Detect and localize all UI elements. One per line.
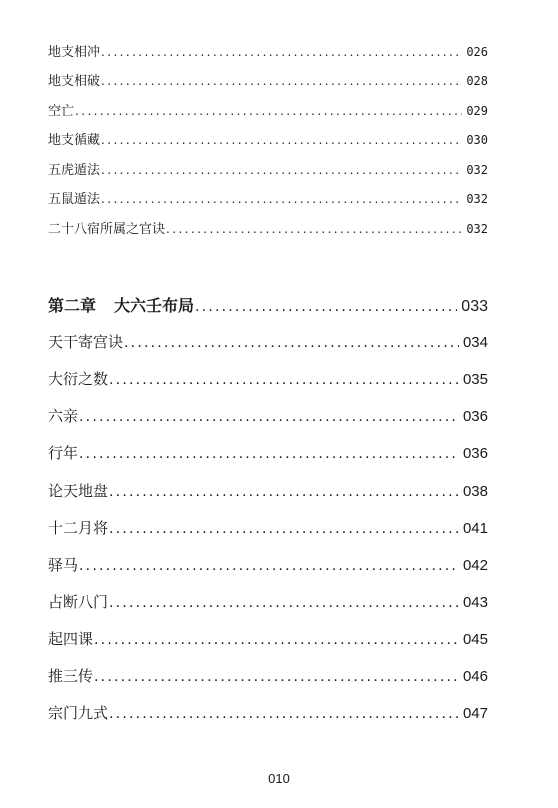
dot-leader — [109, 706, 459, 722]
chapter-heading[interactable] — [48, 293, 488, 316]
toc-entry[interactable] — [48, 480, 488, 501]
toc-entry-label: 地支循藏 — [48, 133, 101, 148]
toc-entry-page: 042 — [462, 557, 488, 574]
chapter-number: 第二章 — [48, 296, 97, 315]
toc-entry-page: 030 — [466, 133, 488, 147]
toc-entry[interactable] — [48, 41, 488, 60]
toc-entry[interactable] — [48, 442, 488, 463]
toc-entry-page: 032 — [466, 222, 488, 236]
toc-entry-page: 029 — [466, 104, 488, 118]
dot-leader — [101, 74, 462, 88]
toc-entry[interactable] — [48, 665, 488, 686]
toc-entry-label: 五鼠遁法 — [48, 192, 101, 207]
dot-leader — [94, 669, 459, 685]
dot-leader — [94, 632, 459, 648]
dot-leader — [79, 446, 459, 462]
toc-entry-label: 二十八宿所属之官诀 — [48, 222, 166, 237]
toc-entry[interactable] — [48, 702, 488, 723]
toc-entry-page: 043 — [462, 594, 488, 611]
toc-entry[interactable] — [48, 218, 488, 237]
dot-leader — [75, 104, 462, 118]
toc-entry[interactable] — [48, 159, 488, 178]
toc-entry-page: 028 — [466, 74, 488, 88]
toc-entry[interactable] — [48, 405, 488, 426]
dot-leader — [101, 192, 462, 206]
toc-entry[interactable] — [48, 188, 488, 207]
toc-entry-page: 046 — [462, 668, 488, 685]
toc-entry-label: 行年 — [48, 444, 79, 462]
toc-entry-page: 034 — [462, 334, 488, 351]
toc-entry-page: 032 — [466, 192, 488, 206]
dot-leader — [101, 163, 462, 177]
dot-leader — [124, 335, 459, 351]
chapter-title: 大六壬布局 — [114, 296, 195, 315]
toc-entry-page: 026 — [466, 45, 488, 59]
toc-entry[interactable] — [48, 517, 488, 538]
toc-entry[interactable] — [48, 331, 488, 352]
toc-entry[interactable] — [48, 628, 488, 649]
dot-leader — [101, 45, 462, 59]
toc-entry-page: 045 — [462, 631, 488, 648]
dot-leader — [101, 133, 462, 147]
toc-entry-label: 大衍之数 — [48, 370, 109, 388]
toc-entry[interactable] — [48, 368, 488, 389]
toc-entry-label: 起四课 — [48, 630, 94, 648]
toc-entry-label: 地支相破 — [48, 74, 101, 89]
toc-entry-label: 占断八门 — [48, 593, 109, 611]
toc-entry-page: 035 — [462, 371, 488, 388]
toc-entry[interactable] — [48, 100, 488, 119]
dot-leader — [109, 521, 459, 537]
toc-entry-page: 032 — [466, 163, 488, 177]
toc-entry-label: 六亲 — [48, 407, 79, 425]
toc-entry-label: 地支相冲 — [48, 45, 101, 60]
toc-entry-label: 驿马 — [48, 556, 79, 574]
toc-entry[interactable] — [48, 591, 488, 612]
dot-leader — [109, 484, 459, 500]
toc-entry-page: 038 — [462, 483, 488, 500]
dot-leader — [195, 299, 457, 315]
toc-entry-label: 推三传 — [48, 667, 94, 685]
toc-entry[interactable] — [48, 70, 488, 89]
toc-entry-page: 036 — [462, 445, 488, 462]
toc-entry-label: 宗门九式 — [48, 704, 109, 722]
toc-entry-label: 十二月将 — [48, 519, 109, 537]
page-number: 010 — [268, 771, 290, 786]
dot-leader — [79, 558, 459, 574]
toc-entry[interactable] — [48, 554, 488, 575]
toc-entry[interactable] — [48, 129, 488, 148]
chapter-page: 033 — [461, 298, 488, 315]
toc-entry-label: 论天地盘 — [48, 482, 109, 500]
toc-entry-page: 036 — [462, 408, 488, 425]
toc-entry-page: 041 — [462, 520, 488, 537]
toc-entry-label: 天干寄宫诀 — [48, 333, 124, 351]
dot-leader — [109, 595, 459, 611]
dot-leader — [109, 372, 459, 388]
toc-entry-label: 空亡 — [48, 104, 75, 119]
toc-entry-page: 047 — [462, 705, 488, 722]
toc-entry-label: 五虎遁法 — [48, 163, 101, 178]
dot-leader — [79, 409, 459, 425]
dot-leader — [166, 222, 462, 236]
